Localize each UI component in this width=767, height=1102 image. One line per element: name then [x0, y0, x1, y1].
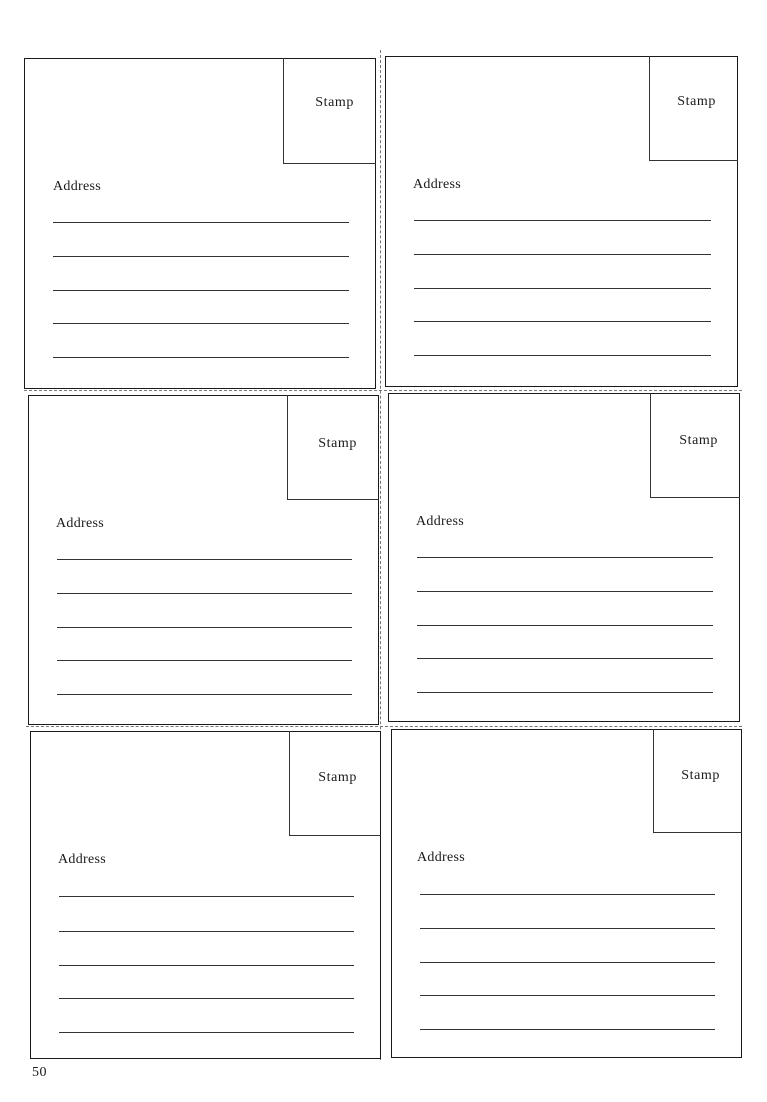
address-line	[417, 625, 713, 626]
address-line	[57, 660, 352, 661]
address-line	[420, 995, 715, 996]
address-label: Address	[53, 179, 101, 194]
stamp-label: Stamp	[681, 768, 720, 783]
postcard-6	[391, 729, 742, 1058]
address-label: Address	[416, 514, 464, 529]
stamp-box	[283, 58, 376, 164]
postcard-4	[388, 393, 740, 722]
postcard-3	[28, 395, 379, 725]
address-line	[417, 692, 713, 693]
address-line	[57, 627, 352, 628]
address-line	[53, 323, 349, 324]
stamp-box	[649, 56, 738, 161]
postcard-2	[385, 56, 738, 387]
stamp-box	[653, 729, 742, 833]
address-line	[420, 894, 715, 895]
address-line	[57, 559, 352, 560]
address-label: Address	[417, 850, 465, 865]
address-line	[57, 593, 352, 594]
address-label: Address	[58, 852, 106, 867]
page-number: 50	[32, 1065, 47, 1080]
address-line	[59, 998, 354, 999]
address-line	[59, 1032, 354, 1033]
address-line	[420, 962, 715, 963]
address-line	[59, 965, 354, 966]
stamp-label: Stamp	[315, 95, 354, 110]
horizontal-cut-line-bottom	[26, 726, 742, 727]
address-line	[414, 220, 711, 221]
stamp-label: Stamp	[318, 770, 357, 785]
stamp-box	[289, 731, 381, 836]
address-line	[53, 290, 349, 291]
address-label: Address	[56, 516, 104, 531]
stamp-box	[650, 393, 740, 498]
address-line	[53, 222, 349, 223]
stamp-label: Stamp	[679, 433, 718, 448]
address-line	[53, 357, 349, 358]
stamp-box	[287, 395, 379, 500]
stamp-label: Stamp	[677, 94, 716, 109]
stamp-label: Stamp	[318, 436, 357, 451]
address-line	[417, 591, 713, 592]
address-line	[414, 288, 711, 289]
address-line	[417, 658, 713, 659]
address-line	[57, 694, 352, 695]
address-line	[414, 254, 711, 255]
postcard-1	[24, 58, 376, 389]
address-line	[420, 1029, 715, 1030]
address-line	[53, 256, 349, 257]
address-line	[420, 928, 715, 929]
address-line	[59, 931, 354, 932]
address-label: Address	[413, 177, 461, 192]
address-line	[417, 557, 713, 558]
address-line	[414, 321, 711, 322]
address-line	[414, 355, 711, 356]
address-line	[59, 896, 354, 897]
horizontal-cut-line-top	[24, 390, 742, 391]
postcard-5	[30, 731, 381, 1059]
